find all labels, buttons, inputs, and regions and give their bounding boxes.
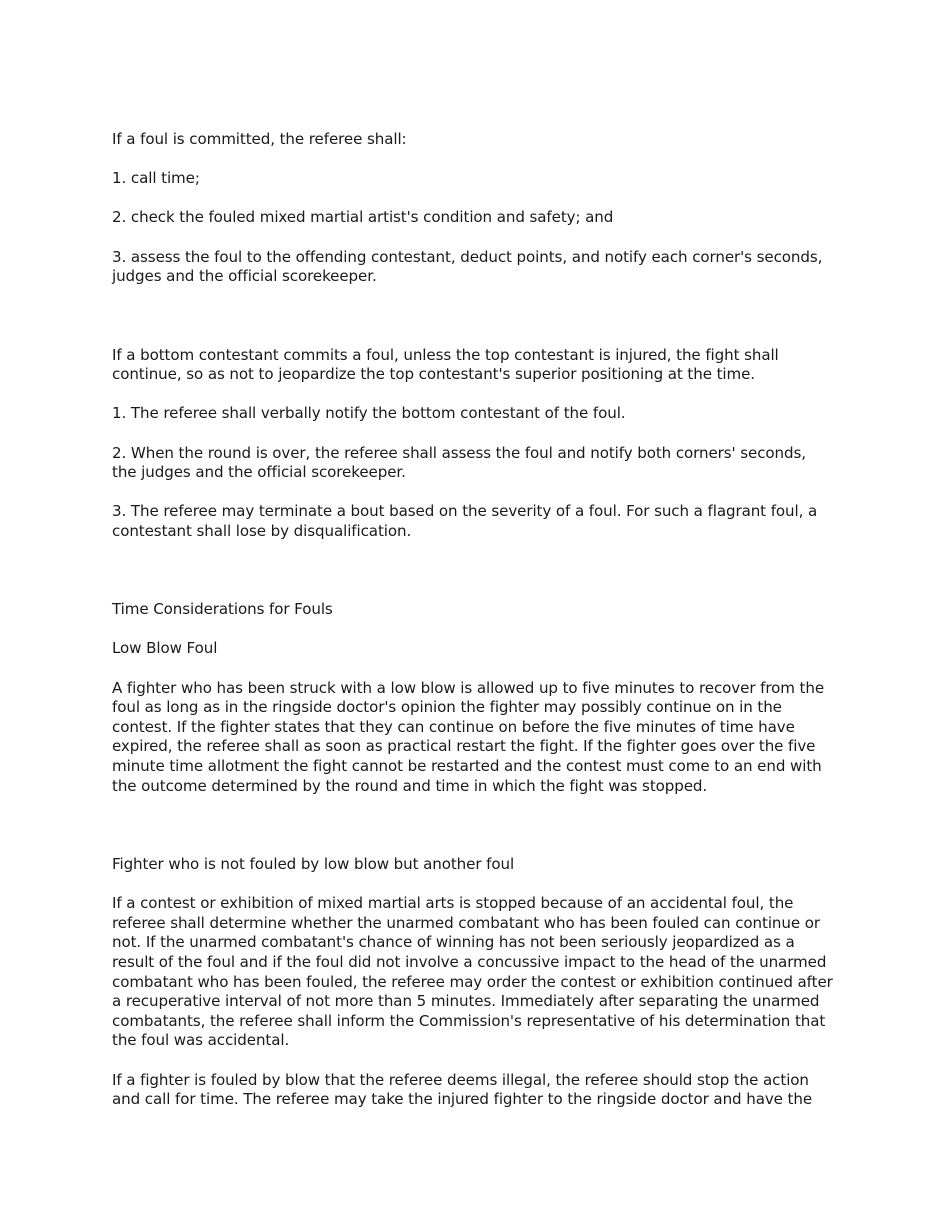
section-heading-other-foul: Fighter who is not fouled by low blow but another foul: [112, 855, 515, 874]
text-line: foul as long as in the ringside doctor's opinion the fighter may possibly continue on in the: [112, 698, 782, 717]
section-heading-time-considerations: Time Considerations for Fouls: [112, 600, 333, 619]
text-line: a recuperative interval of not more than 5 minutes. Immediately after separating the unarmed: [112, 992, 820, 1011]
text-line: the judges and the official scorekeeper.: [112, 463, 406, 482]
foul-procedure-step-1: 1. call time;: [112, 169, 200, 188]
text-line: minute time allotment the fight cannot be restarted and the contest must come to an end with: [112, 757, 822, 776]
accidental-foul-paragraph: [112, 894, 840, 1051]
text-line: continue, so as not to jeopardize the top contestant's superior positioning at the time.: [112, 365, 755, 384]
text-line: A fighter who has been struck with a low blow is allowed up to five minutes to recover from the: [112, 678, 825, 697]
text-line: result of the foul and if the foul did not involve a concussive impact to the head of the unarmed: [112, 952, 827, 971]
text-line: 3. The referee may terminate a bout based on the severity of a foul. For such a flagrant foul, a: [112, 502, 818, 521]
text-line: not. If the unarmed combatant's chance of winning has not been seriously jeopardized as a: [112, 933, 795, 952]
foul-procedure-step-2: 2. check the fouled mixed martial artist's condition and safety; and: [112, 208, 614, 227]
foul-procedure-intro: If a foul is committed, the referee shall:: [112, 130, 407, 148]
text-line: and call for time. The referee may take the injured fighter to the ringside doctor and have the: [112, 1090, 813, 1109]
text-line: the outcome determined by the round and time in which the fight was stopped.: [112, 776, 708, 795]
text-line: combatants, the referee shall inform the Commission's representative of his determination that: [112, 1011, 826, 1030]
bottom-foul-step-1: 1. The referee shall verbally notify the bottom contestant of the foul.: [112, 404, 626, 423]
foul-procedure-step-3: [112, 248, 840, 287]
text-line: contest. If the fighter states that they can continue on before the five minutes of time have: [112, 717, 795, 736]
illegal-blow-paragraph: [112, 1071, 840, 1110]
bottom-foul-step-2: [112, 444, 840, 483]
text-line: If a contest or exhibition of mixed martial arts is stopped because of an accidental foul, the: [112, 894, 794, 913]
text-line: expired, the referee shall as soon as practical restart the fight. If the fighter goes over the five: [112, 737, 816, 756]
bottom-foul-step-3: [112, 502, 840, 541]
text-line: the foul was accidental.: [112, 1031, 290, 1050]
text-line: referee shall determine whether the unarmed combatant who has been fouled can continue or: [112, 913, 820, 932]
low-blow-paragraph: [112, 679, 840, 797]
section-subheading-low-blow: Low Blow Foul: [112, 639, 218, 658]
text-line: If a fighter is fouled by blow that the referee deems illegal, the referee should stop the action: [112, 1070, 809, 1089]
text-line: If a bottom contestant commits a foul, unless the top contestant is injured, the fight shall: [112, 345, 779, 364]
document-page: [112, 130, 840, 1110]
text-line: contestant shall lose by disqualification.: [112, 521, 412, 540]
text-line: 3. assess the foul to the offending contestant, deduct points, and notify each corner's seconds,: [112, 247, 823, 266]
text-line: 2. When the round is over, the referee shall assess the foul and notify both corners' seconds,: [112, 443, 806, 462]
bottom-contestant-foul-intro: [112, 346, 840, 385]
text-line: judges and the official scorekeeper.: [112, 267, 377, 286]
text-line: combatant who has been fouled, the referee may order the contest or exhibition continued after: [112, 972, 833, 991]
